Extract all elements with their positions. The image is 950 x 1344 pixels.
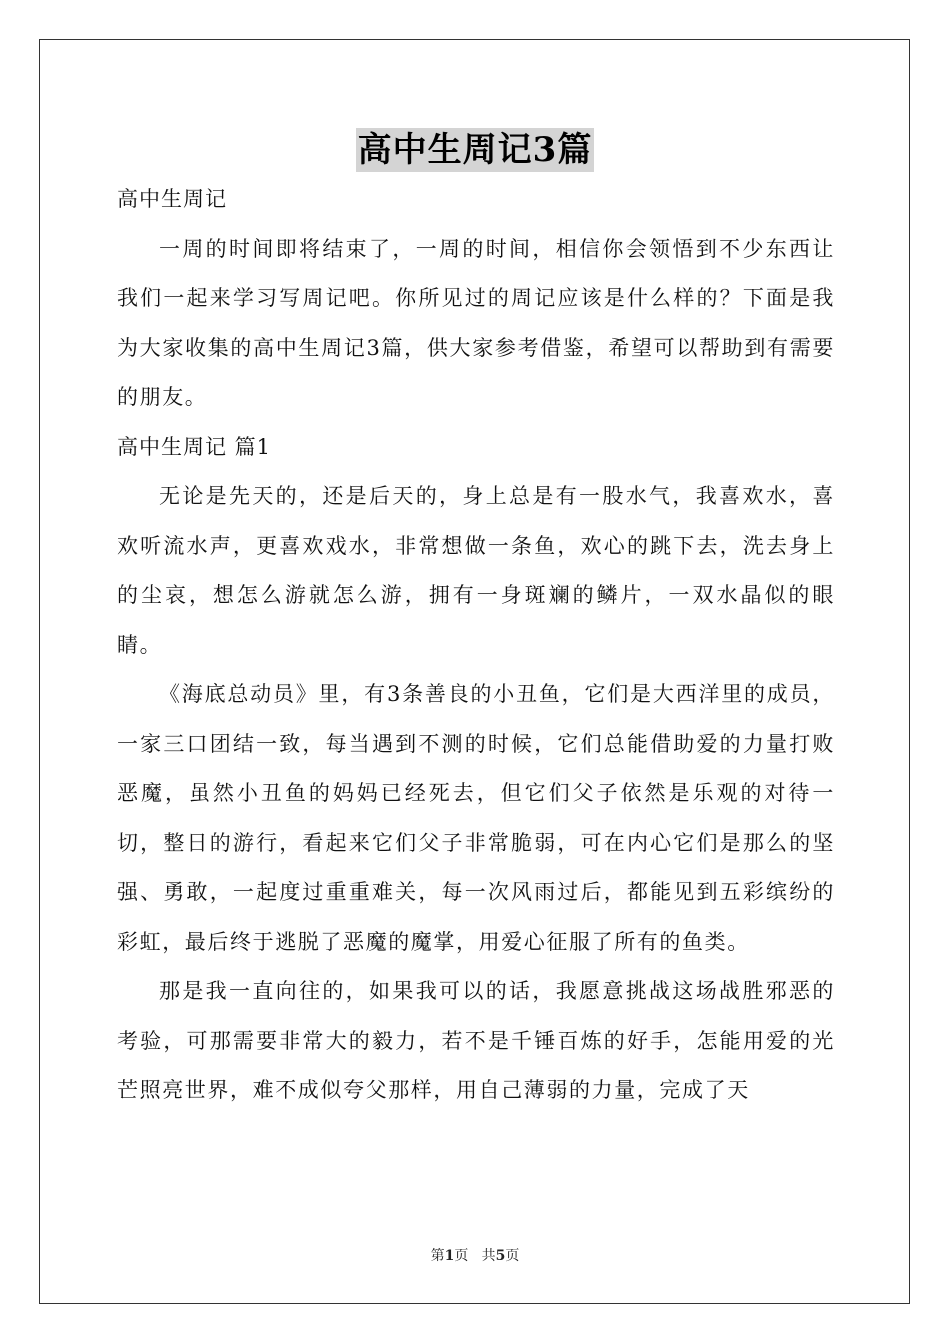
body-paragraph-1: 无论是先天的，还是后天的，身上总是有一股水气，我喜欢水，喜欢听流水声，更喜欢戏水，非常想做一条鱼，欢心的跳下去，洗去身上的尘哀，想怎么游就怎么游，拥有一身斑斓的鳞片，一双水晶似的眼睛。	[117, 484, 835, 657]
footer-prefix: 第	[430, 1248, 445, 1264]
footer-total-prefix: 共	[481, 1248, 496, 1264]
body-paragraph-2: 《海底总动员》里，有3条善良的小丑鱼，它们是大西洋里的成员，一家三口团结一致，每当遇到不测的时候，它们总能借助爱的力量打败恶魔，虽然小丑鱼的妈妈已经死去，但它们父子依然是乐观的对待一切，整日的游行，看起来它们父子非常脆弱，可在内心它们是那么的坚强、勇敢，一起度过重重难关，每一次风雨过后，都能见到五彩缤纷的彩虹，最后终于逃脱了恶魔的魔掌，用爱心征服了所有的鱼类。	[117, 682, 835, 954]
document-title: 高中生周记3篇	[357, 130, 593, 170]
total-pages-number: 5	[495, 1248, 506, 1264]
section-heading: 高中生周记 篇1	[117, 434, 272, 459]
document-body	[117, 175, 835, 1116]
body-paragraph-3: 那是我一直向往的，如果我可以的话，我愿意挑战这场战胜邪恶的考验，可那需要非常大的毅力，若不是千锤百炼的好手，怎能用爱的光芒照亮世界，难不成似夸父那样，用自己薄弱的力量，完成了天	[117, 979, 835, 1102]
intro-paragraph: 一周的时间即将结束了，一周的时间，相信你会领悟到不少东西让我们一起来学习写周记吧。你所见过的周记应该是什么样的？下面是我为大家收集的高中生周记3篇，供大家参考借鉴，希望可以帮助到有需要的朋友。	[117, 236, 835, 409]
title-container	[0, 128, 950, 172]
page-footer	[0, 1245, 950, 1265]
current-page-number: 1	[444, 1248, 455, 1264]
intro-heading: 高中生周记	[117, 187, 227, 211]
footer-total-suffix: 页	[505, 1248, 520, 1264]
footer-page-suffix: 页	[454, 1248, 469, 1264]
